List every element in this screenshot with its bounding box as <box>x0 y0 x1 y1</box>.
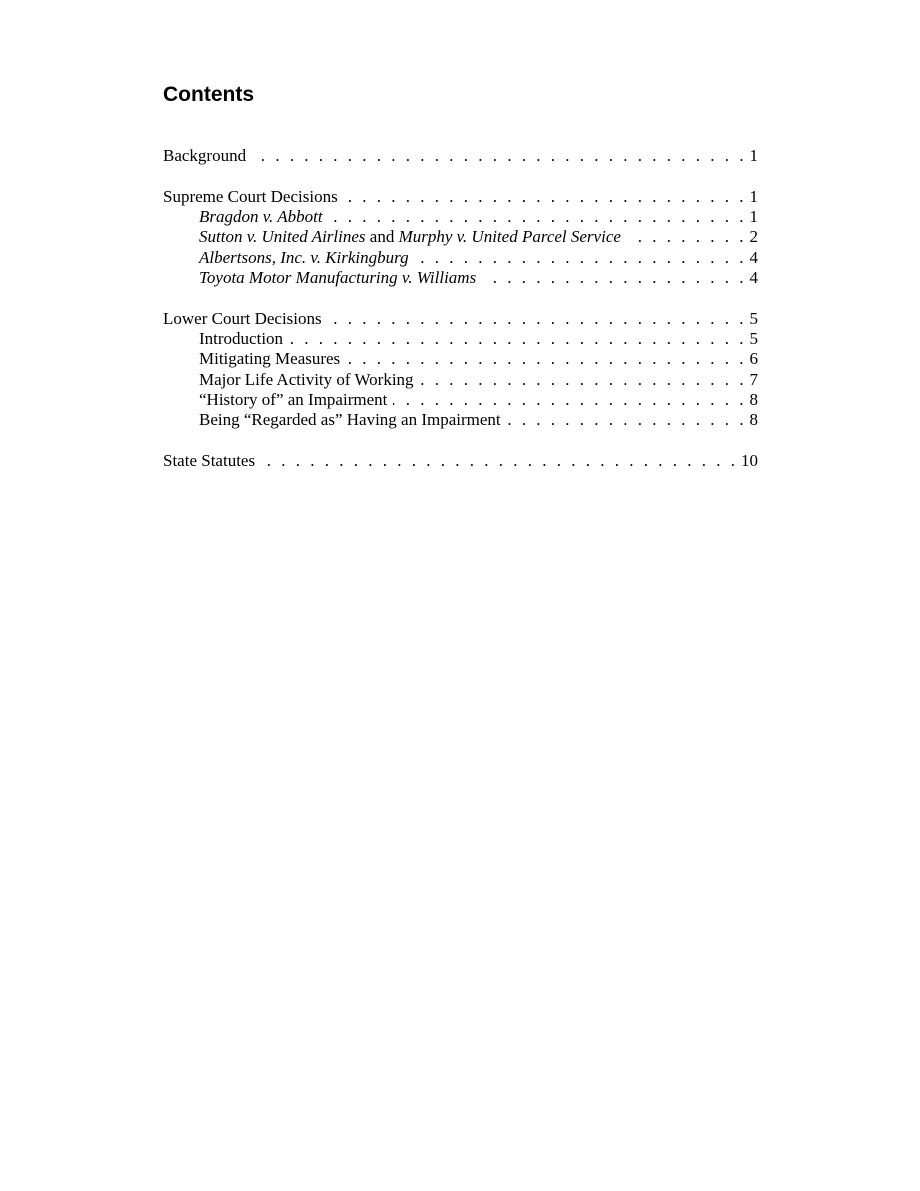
dot-leader <box>415 248 747 268</box>
toc-page-number: 8 <box>749 389 758 409</box>
toc-section <box>163 451 758 471</box>
case-name: Bragdon v. Abbott <box>199 207 323 227</box>
toc-page-number: 2 <box>749 227 758 247</box>
toc-subentry-label <box>199 349 346 369</box>
toc-page-number: 4 <box>749 267 758 287</box>
toc-subentry-label <box>199 390 393 410</box>
toc-subentry[interactable] <box>163 349 758 369</box>
toc-subentry[interactable] <box>163 207 758 227</box>
dot-leader <box>289 329 746 349</box>
toc-subentry-label <box>199 227 627 247</box>
label-text: “History of” an Impairment <box>199 389 388 409</box>
toc-subentry-label <box>199 410 507 430</box>
toc-subentry[interactable] <box>163 390 758 410</box>
toc-entry-label: State Statutes <box>163 451 256 471</box>
dot-leader <box>393 390 746 410</box>
page-title: Contents <box>163 83 254 106</box>
label-text: Mitigating Measures <box>199 349 341 369</box>
case-name: Murphy v. United Parcel Service <box>398 227 621 247</box>
toc-entry-label: Supreme Court Decisions <box>163 186 338 206</box>
toc-entry-label: Background <box>163 146 247 165</box>
toc-subentry[interactable] <box>163 248 758 268</box>
toc-page-number: 10 <box>741 451 758 471</box>
dot-leader <box>346 349 746 369</box>
dot-leader <box>627 227 747 247</box>
toc-entry[interactable] <box>163 187 758 207</box>
toc-section <box>163 309 758 431</box>
toc-subentry-label <box>199 329 289 349</box>
toc-subentry[interactable] <box>163 329 758 349</box>
toc-page-number: 8 <box>749 410 758 430</box>
toc-page-number: 1 <box>749 146 758 165</box>
table-of-contents <box>163 146 758 492</box>
dot-leader <box>482 268 746 288</box>
dot-leader <box>420 370 747 390</box>
toc-subentry-label <box>199 248 415 268</box>
case-name: Toyota Motor Manufacturing v. Williams <box>199 267 477 287</box>
case-name: Albertsons, Inc. v. Kirkingburg <box>199 247 409 267</box>
dot-leader <box>252 146 746 166</box>
toc-page-number: 6 <box>749 349 758 369</box>
dot-leader <box>261 451 738 471</box>
dot-leader <box>507 410 747 430</box>
toc-page-number: 5 <box>749 308 758 328</box>
toc-page-number: 7 <box>749 369 758 389</box>
toc-section <box>163 146 758 166</box>
dot-leader <box>329 207 747 227</box>
toc-subentry[interactable] <box>163 227 758 247</box>
toc-entry[interactable] <box>163 146 758 166</box>
toc-subentry[interactable] <box>163 410 758 430</box>
toc-subentry-label <box>199 268 482 288</box>
toc-subentry-label <box>199 207 329 227</box>
toc-subentry-label <box>199 370 420 390</box>
label-text: Major Life Activity of Working <box>199 369 414 389</box>
toc-entry[interactable] <box>163 309 758 329</box>
toc-entry-label: Lower Court Decisions <box>163 308 322 328</box>
dot-leader <box>328 309 747 329</box>
toc-page-number: 5 <box>749 329 758 349</box>
label-text: and <box>365 227 399 247</box>
toc-page-number: 1 <box>749 207 758 227</box>
toc-subentry[interactable] <box>163 370 758 390</box>
toc-page-number: 4 <box>749 247 758 267</box>
toc-subentry[interactable] <box>163 268 758 288</box>
toc-page-number: 1 <box>749 186 758 206</box>
toc-entry[interactable] <box>163 451 758 471</box>
toc-section <box>163 187 758 288</box>
label-text: Introduction <box>199 329 284 349</box>
label-text: Being “Regarded as” Having an Impairment <box>199 410 501 430</box>
dot-leader <box>344 187 747 207</box>
case-name: Sutton v. United Airlines <box>199 227 366 247</box>
